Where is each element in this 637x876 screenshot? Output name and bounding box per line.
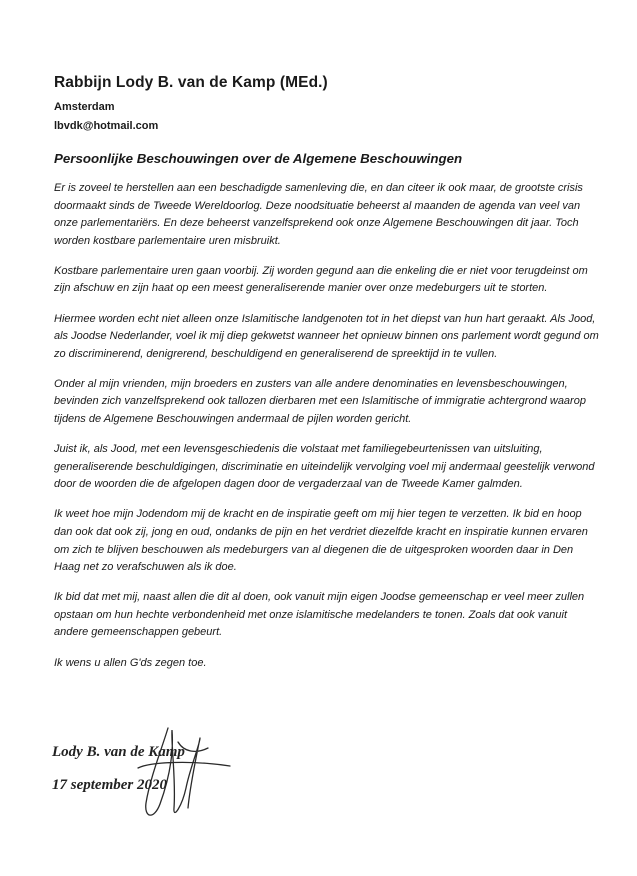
paragraph-7: Ik bid dat met mij, naast allen die dit al doen, ook vanuit mijn eigen Joodse gemeenschap er veel meer zullen opstaan om hun hechte verbondenheid met onze islamitische medelanders te tonen. Zoals dat ook vanuit andere gemeenschappen gebeurt.	[54, 591, 585, 639]
letter-title: Persoonlijke Beschouwingen over de Algemene Beschouwingen	[54, 151, 463, 166]
letter-header	[54, 74, 328, 136]
sender-name: Rabbijn Lody B. van de Kamp (MEd.)	[54, 74, 328, 91]
paragraph-2: Kostbare parlementaire uren gaan voorbij. Zij worden gegund aan die enkeling die er niet voor terugdeinst om zijn afschuw en zijn haat op een meest generaliserende manier over onze medeburgers uit te storten.	[54, 264, 588, 295]
paragraph-3: Hiermee worden echt niet alleen onze Islamitische landgenoten tot in het diepst van hun hart geraakt. Als Jood, als Joodse Nederlander, voel ik mij diep gekwetst wanneer het opnieuw binnen ons parlement wordt gegund om zo discriminerend, denigrerend, beschuldigend en generaliserend de spreektijd in te vullen.	[54, 312, 599, 360]
signature-name: Lody B. van de Kamp	[52, 744, 185, 760]
paragraph-1: Er is zoveel te herstellen aan een beschadigde samenleving die, en dan citeer ik ook maar, de grootste crisis doormaakt sinds de Tweede Wereldoorlog. Deze noodsituatie beheerst al maanden de agenda van veel van onze parlementariërs. En deze beheerst vanzelfsprekend ook onze Algemene Beschouwingen dit jaar. Toch worden kostbare parlementaire uren misbruikt.	[54, 182, 583, 247]
paragraph-4: Onder al mijn vrienden, mijn broeders en zusters van alle andere denominaties en levensbeschouwingen, bevinden zich vanzelfsprekend ook tallozen dierbaren met een Islamitische of immigratie achtergrond waarop tijdens de Algemene Beschouwingen andermaal de pijlen worden gericht.	[54, 377, 586, 426]
signature-block	[50, 744, 290, 834]
paragraph-6: Ik weet hoe mijn Jodendom mij de kracht en de inspiratie geeft om mij hier tegen te verzetten. Ik bid en hoop dan ook dat ook zij, jong en oud, ondanks de pijn en het verdriet diezelfde kracht en inspiratie kunnen ervaren om zich te blijven beschouwen als medeburgers van al diegenen die de uitgesproken woorden daar in Den Haag net zo verafschuwen als ik doe.	[54, 508, 588, 574]
paragraph-5: Juist ik, als Jood, met een levensgeschiedenis die volstaat met familiegebeurtenissen van uitsluiting, generaliserende beschuldigingen, discriminatie en uiteindelijk vervolging voel mij andermaal geestelijk verwond door de woorden die de afgelopen dagen door de vergaderzaal van de Tweede Kamer galmden.	[54, 443, 595, 491]
sender-city: Amsterdam	[54, 101, 115, 113]
signature-date: 17 september 2020	[52, 777, 167, 793]
paragraph-8: Ik wens u allen G'ds zegen toe.	[54, 656, 207, 669]
sender-email: lbvdk@hotmail.com	[54, 120, 159, 132]
handwritten-signature	[50, 708, 290, 838]
letter-body	[54, 180, 599, 685]
